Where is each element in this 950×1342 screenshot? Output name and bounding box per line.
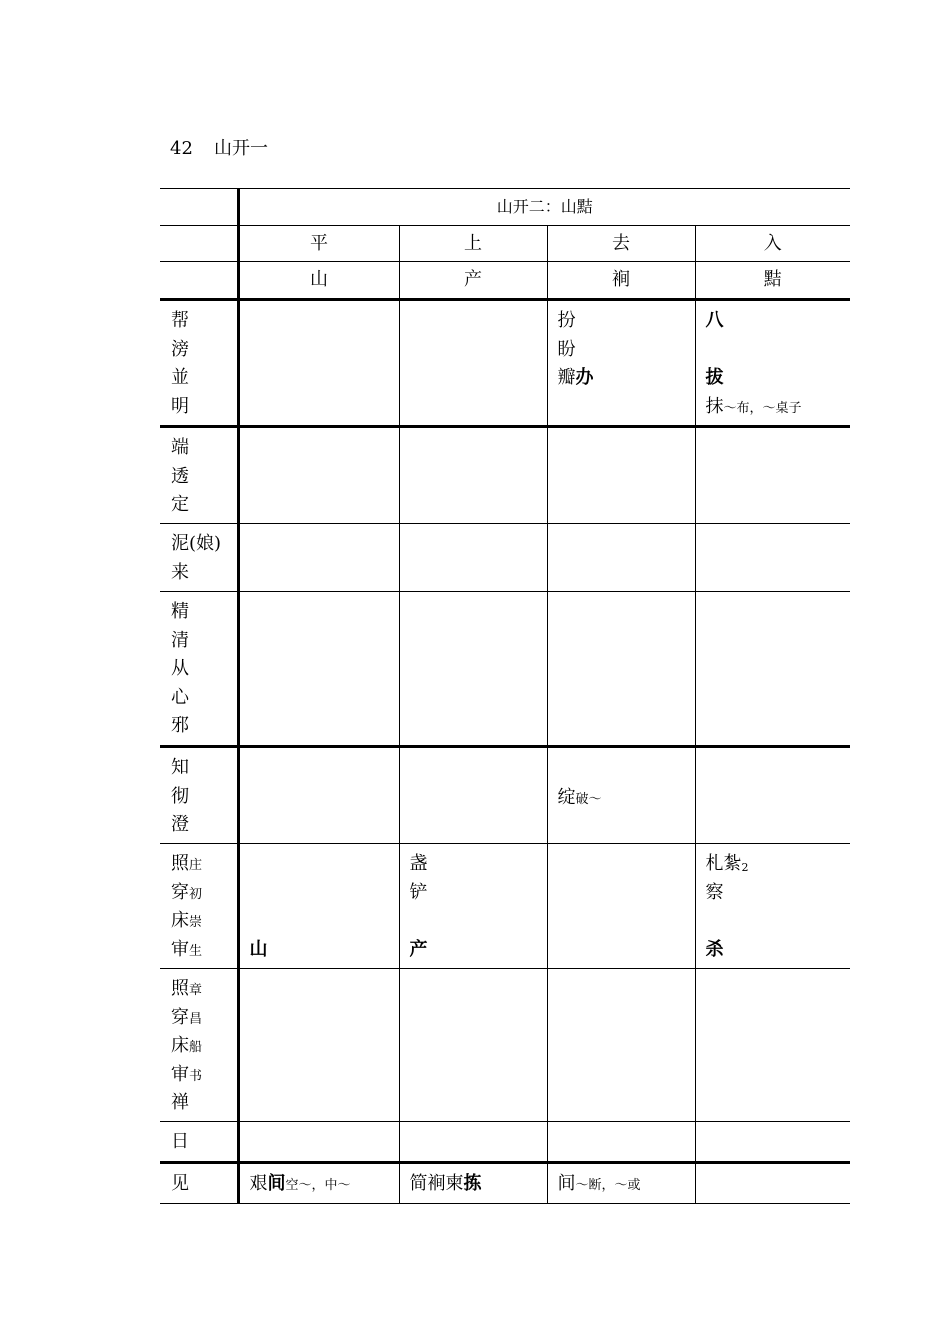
row-duan xyxy=(160,427,850,524)
row-jing xyxy=(160,592,850,747)
row-zhi xyxy=(160,747,850,844)
rhyme-qu: 裥 xyxy=(547,262,695,300)
rhyme-table xyxy=(160,188,850,1204)
rhyme-shang: 产 xyxy=(399,262,547,300)
page-header xyxy=(170,134,268,160)
header-title-row xyxy=(160,189,850,226)
shang-cell: 盏 铲 产 xyxy=(399,844,547,969)
qu-cell: 绽破～ xyxy=(547,747,695,844)
ru-cell: 札紮2 察 杀 xyxy=(695,844,850,969)
rhyme-row xyxy=(160,262,850,300)
row-ni xyxy=(160,524,850,592)
row-zhang xyxy=(160,969,850,1122)
initials-cell: 帮 滂 並 明 xyxy=(160,300,238,427)
ping-cell: 艰间空～，中～ xyxy=(238,1163,399,1204)
tone-ping: 平 xyxy=(238,226,399,262)
rhyme-ping: 山 xyxy=(238,262,399,300)
row-ri xyxy=(160,1122,850,1163)
row-jian xyxy=(160,1163,850,1204)
initials-cell: 精 清 从 心 邪 xyxy=(160,592,238,747)
ping-cell: 山 xyxy=(238,844,399,969)
initials-cell: 端 透 定 xyxy=(160,427,238,524)
tone-qu: 去 xyxy=(547,226,695,262)
qu-cell: 扮 盼 瓣办 xyxy=(547,300,695,427)
qu-cell: 间～断，～或 xyxy=(547,1163,695,1204)
tone-ru: 入 xyxy=(695,226,850,262)
initials-cell: 知 彻 澄 xyxy=(160,747,238,844)
ru-cell: 八 拔 抹～布，～桌子 xyxy=(695,300,850,427)
rhyme-ru: 黠 xyxy=(695,262,850,300)
initials-cell: 见 xyxy=(160,1163,238,1204)
table-title: 山开二：山黠 xyxy=(238,189,850,226)
page-number: 42 xyxy=(170,138,193,159)
row-bang xyxy=(160,300,850,427)
initials-cell: 照章 穿昌 床船 审书 禅 xyxy=(160,969,238,1122)
initials-cell: 日 xyxy=(160,1122,238,1163)
tone-row xyxy=(160,226,850,262)
row-zhuang xyxy=(160,844,850,969)
corner-cell xyxy=(160,189,238,226)
tone-shang: 上 xyxy=(399,226,547,262)
initials-cell: 泥(娘) 来 xyxy=(160,524,238,592)
section-title: 山开一 xyxy=(214,138,268,159)
initials-cell: 照庄 穿初 床崇 审生 xyxy=(160,844,238,969)
shang-cell: 简裥柬拣 xyxy=(399,1163,547,1204)
